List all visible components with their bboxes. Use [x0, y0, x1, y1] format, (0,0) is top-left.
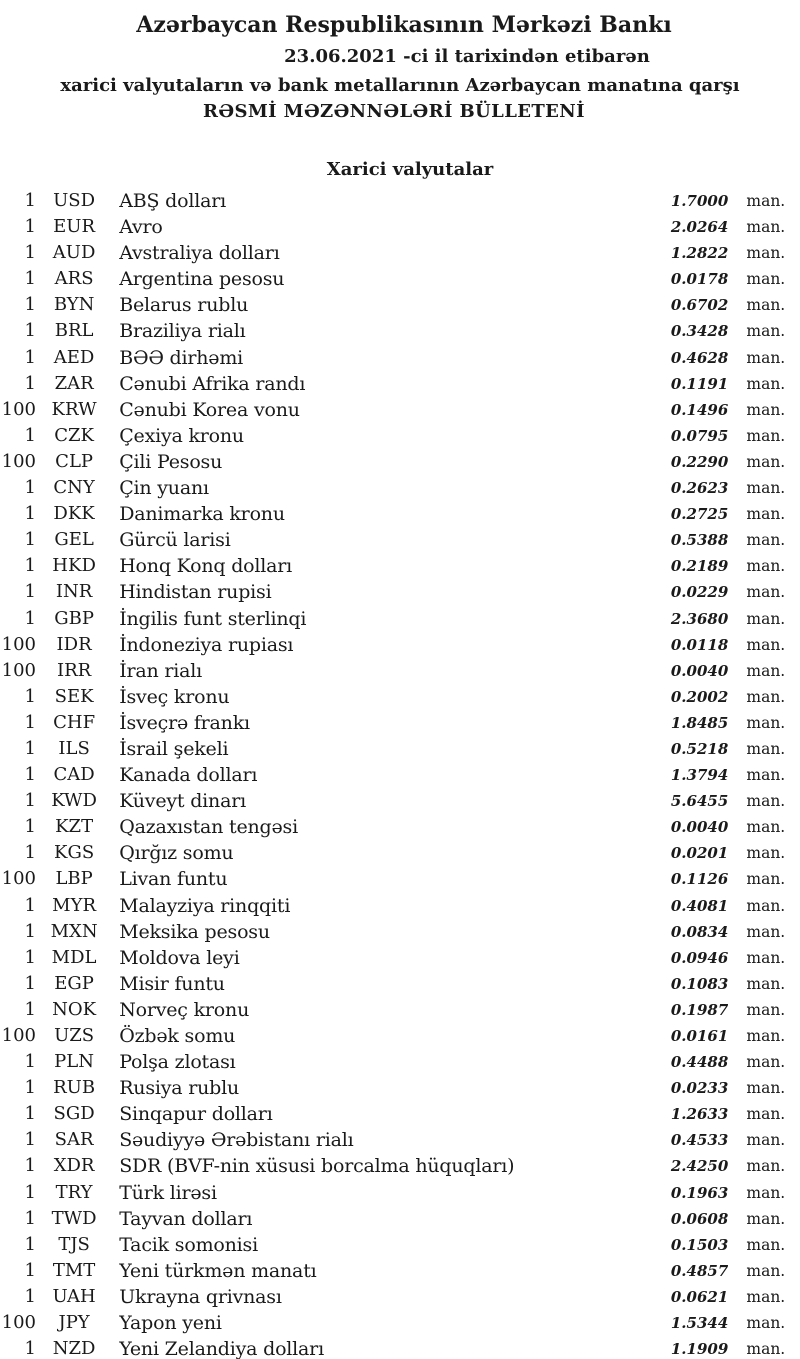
unit-cell: man.	[746, 218, 786, 237]
unit-cell: man.	[746, 244, 786, 263]
table-row	[0, 997, 786, 1023]
currency-code-cell: ARS	[54, 268, 94, 290]
quantity-cell: 1	[24, 190, 36, 211]
unit-cell: man.	[746, 270, 786, 289]
table-row	[0, 710, 786, 736]
unit-cell: man.	[746, 557, 786, 576]
table-row	[0, 240, 786, 266]
currency-code-cell: EUR	[53, 216, 96, 238]
table-row	[0, 893, 786, 919]
rate-cell: 1.1909	[670, 1340, 729, 1359]
currency-name-cell: İndoneziya rupiası	[119, 633, 294, 656]
table-row	[0, 318, 786, 344]
unit-cell: man.	[746, 1027, 786, 1045]
unit-cell: man.	[746, 896, 786, 915]
quantity-cell: 1	[24, 555, 36, 577]
unit-cell: man.	[746, 870, 786, 889]
rate-cell: 2.3680	[670, 609, 729, 628]
unit-cell: man.	[746, 1340, 786, 1359]
currency-name-cell: Argentina pesosu	[119, 268, 285, 291]
rate-cell: 1.2633	[670, 1105, 729, 1124]
effective-date-line: 23.06.2021 -ci il tarixindən etibarən	[284, 46, 650, 67]
currency-name-cell: İngilis funt sterlinqi	[119, 607, 307, 630]
currency-code-cell: MYR	[52, 894, 97, 916]
currency-code-cell: CLP	[55, 450, 94, 472]
rate-cell: 0.2623	[670, 479, 729, 498]
rate-cell: 0.4081	[670, 896, 729, 915]
currency-code-cell: AED	[53, 346, 95, 368]
quantity-cell: 1	[24, 607, 36, 629]
unit-cell: man.	[746, 739, 786, 758]
quantity-cell: 1	[24, 711, 36, 733]
table-row	[0, 449, 786, 475]
table-row	[0, 292, 786, 318]
rate-cell: 0.0201	[670, 844, 729, 863]
currency-code-cell: GEL	[54, 529, 94, 551]
currency-name-cell: Avstraliya dolları	[119, 242, 280, 265]
currency-code-cell: UZS	[54, 1025, 95, 1046]
quantity-cell: 1	[24, 1103, 36, 1125]
quantity-cell: 1	[24, 1077, 36, 1099]
rate-cell: 0.1496	[670, 400, 729, 419]
currency-code-cell: GBP	[54, 607, 94, 629]
table-row	[0, 1153, 786, 1179]
quantity-cell: 1	[24, 242, 36, 264]
subject-line: xarici valyutaların və bank metallarının Azərbaycan manatına qarşı	[60, 75, 740, 96]
quantity-cell: 1	[24, 685, 36, 707]
currency-code-cell: JPY	[58, 1312, 90, 1334]
quantity-cell: 1	[24, 1207, 36, 1229]
currency-name-cell: İsrail şekeli	[119, 737, 229, 760]
currency-code-cell: CNY	[53, 477, 95, 499]
rate-cell: 0.1963	[670, 1183, 729, 1202]
quantity-cell: 1	[24, 998, 36, 1020]
quantity-cell: 1	[24, 1338, 36, 1359]
table-row	[0, 188, 786, 214]
currency-name-cell: Tacik somonisi	[119, 1233, 258, 1256]
currency-name-cell: Livan funtu	[119, 868, 228, 891]
currency-code-cell: RUB	[53, 1077, 96, 1099]
currency-code-cell: IRR	[56, 659, 92, 681]
rate-cell: 1.3794	[670, 766, 729, 785]
currency-code-cell: BRL	[54, 320, 94, 342]
quantity-cell: 1	[24, 1285, 36, 1307]
rate-cell: 0.0608	[670, 1209, 729, 1228]
unit-cell: man.	[746, 1000, 786, 1019]
unit-cell: man.	[746, 818, 786, 837]
table-row	[0, 1101, 786, 1127]
unit-cell: man.	[746, 635, 786, 654]
currency-code-cell: TWD	[51, 1207, 97, 1229]
rate-cell: 0.4628	[670, 348, 729, 367]
rate-cell: 0.0834	[670, 922, 729, 941]
quantity-cell: 1	[24, 346, 36, 368]
table-row	[0, 788, 786, 814]
quantity-cell: 1	[24, 1155, 36, 1177]
quantity-cell: 100	[1, 450, 36, 472]
quantity-cell: 100	[1, 633, 36, 655]
unit-cell: man.	[746, 374, 786, 393]
quantity-cell: 1	[24, 1259, 36, 1281]
rate-cell: 0.0118	[670, 635, 729, 654]
currency-code-cell: NZD	[52, 1338, 96, 1359]
currency-name-cell: Cənubi Korea vonu	[119, 398, 300, 421]
table-row	[0, 1258, 786, 1284]
unit-cell: man.	[746, 1261, 786, 1280]
currency-code-cell: AUD	[52, 242, 96, 264]
currency-code-cell: MDL	[51, 946, 97, 968]
currency-name-cell: BƏƏ dirhəmi	[119, 346, 244, 369]
quantity-cell: 1	[24, 581, 36, 603]
table-row	[0, 345, 786, 371]
unit-cell: man.	[746, 479, 786, 498]
currency-name-cell: Yapon yeni	[119, 1312, 222, 1335]
rate-cell: 0.2290	[670, 452, 729, 471]
currency-name-cell: Avro	[119, 216, 163, 239]
currency-code-cell: KWD	[51, 790, 97, 812]
rate-cell: 0.6702	[670, 296, 729, 315]
rate-cell: 0.5218	[670, 739, 729, 758]
quantity-cell: 1	[24, 972, 36, 994]
rate-cell: 0.0621	[670, 1287, 729, 1306]
currency-name-cell: İran rialı	[119, 659, 203, 682]
table-row	[0, 1127, 786, 1153]
table-row	[0, 214, 786, 240]
rate-cell: 0.0161	[670, 1027, 729, 1045]
table-row	[0, 527, 786, 553]
currency-code-cell: KGS	[54, 842, 95, 864]
unit-cell: man.	[746, 583, 786, 602]
currency-name-cell: Sinqapur dolları	[119, 1103, 273, 1126]
table-row	[0, 919, 786, 945]
table-row	[0, 971, 786, 997]
currency-name-cell: Hindistan rupisi	[119, 581, 272, 604]
quantity-cell: 1	[24, 216, 36, 238]
currency-code-cell: UAH	[52, 1285, 96, 1307]
currency-code-cell: TRY	[55, 1181, 93, 1203]
table-row	[0, 945, 786, 971]
quantity-cell: 1	[24, 372, 36, 394]
currency-name-cell: Küveyt dinarı	[119, 790, 246, 813]
currency-name-cell: Norveç kronu	[119, 998, 250, 1021]
table-row	[0, 866, 786, 892]
quantity-cell: 1	[24, 842, 36, 864]
currency-name-cell: Malayziya rinqqiti	[119, 894, 291, 917]
unit-cell: man.	[746, 1105, 786, 1124]
currency-code-cell: SGD	[53, 1103, 95, 1125]
currency-name-cell: İsveç kronu	[119, 685, 230, 708]
table-row	[0, 814, 786, 840]
rate-cell: 1.5344	[670, 1314, 729, 1333]
currency-name-cell: Yeni Zelandiya dolları	[119, 1338, 324, 1359]
quantity-cell: 1	[24, 920, 36, 942]
rate-cell: 0.0795	[670, 426, 729, 445]
table-row	[0, 553, 786, 579]
rate-cell: 0.0040	[670, 661, 729, 680]
currency-name-cell: Meksika pesosu	[119, 920, 270, 943]
unit-cell: man.	[746, 766, 786, 785]
currency-code-cell: INR	[55, 581, 93, 603]
unit-cell: man.	[746, 505, 786, 524]
unit-cell: man.	[746, 922, 786, 941]
table-row	[0, 266, 786, 292]
currency-code-cell: EGP	[54, 972, 94, 994]
rate-cell: 0.4488	[670, 1053, 729, 1072]
table-row	[0, 606, 786, 632]
currency-name-cell: Polşa zlotası	[119, 1051, 236, 1074]
quantity-cell: 100	[1, 1025, 36, 1046]
rate-cell: 0.0233	[670, 1079, 729, 1098]
quantity-cell: 1	[24, 503, 36, 525]
quantity-cell: 1	[24, 268, 36, 290]
quantity-cell: 1	[24, 477, 36, 499]
currency-code-cell: KZT	[55, 816, 94, 838]
rate-cell: 0.0040	[670, 818, 729, 837]
rate-cell: 2.0264	[670, 218, 729, 237]
rate-cell: 5.6455	[670, 792, 729, 811]
rate-cell: 0.1503	[670, 1235, 729, 1254]
quantity-cell: 1	[24, 1051, 36, 1073]
unit-cell: man.	[746, 844, 786, 863]
currency-name-cell: Rusiya rublu	[119, 1077, 240, 1100]
unit-cell: man.	[746, 661, 786, 680]
table-row	[0, 475, 786, 501]
currency-rates-table	[0, 188, 786, 1359]
quantity-cell: 1	[24, 424, 36, 446]
rate-cell: 0.1126	[670, 870, 729, 889]
table-row	[0, 632, 786, 658]
rate-cell: 2.4250	[670, 1157, 729, 1176]
currency-code-cell: LBP	[55, 868, 93, 890]
currency-code-cell: PLN	[54, 1051, 94, 1073]
currency-code-cell: TMT	[52, 1259, 96, 1281]
rate-cell: 0.0229	[670, 583, 729, 602]
quantity-cell: 1	[24, 1129, 36, 1151]
quantity-cell: 1	[24, 320, 36, 342]
quantity-cell: 100	[1, 398, 36, 420]
table-row	[0, 1180, 786, 1206]
unit-cell: man.	[746, 1053, 786, 1072]
unit-cell: man.	[746, 452, 786, 471]
unit-cell: man.	[746, 348, 786, 367]
table-row	[0, 736, 786, 762]
quantity-cell: 100	[1, 868, 36, 890]
unit-cell: man.	[746, 1131, 786, 1150]
table-row	[0, 840, 786, 866]
rate-cell: 0.0178	[670, 270, 729, 289]
unit-cell: man.	[746, 426, 786, 445]
currency-code-cell: CHF	[53, 711, 96, 733]
table-row	[0, 1284, 786, 1310]
currency-code-cell: USD	[53, 190, 96, 211]
currency-name-cell: Belarus rublu	[119, 294, 249, 317]
table-row	[0, 1310, 786, 1336]
rate-cell: 0.1191	[670, 374, 729, 393]
unit-cell: man.	[746, 1079, 786, 1098]
currency-name-cell: SDR (BVF-nin xüsusi borcalma hüquqları)	[119, 1155, 515, 1178]
table-row	[0, 371, 786, 397]
unit-cell: man.	[746, 1287, 786, 1306]
table-row	[0, 501, 786, 527]
table-row	[0, 1075, 786, 1101]
currency-code-cell: MXN	[50, 920, 98, 942]
unit-cell: man.	[746, 948, 786, 967]
table-row	[0, 1336, 786, 1359]
unit-cell: man.	[746, 1209, 786, 1228]
rate-cell: 1.2822	[670, 244, 729, 263]
table-row	[0, 762, 786, 788]
currency-name-cell: Danimarka kronu	[119, 503, 285, 526]
unit-cell: man.	[746, 687, 786, 706]
currency-name-cell: Honq Konq dolları	[119, 555, 293, 578]
unit-cell: man.	[746, 531, 786, 550]
currency-name-cell: ABŞ dolları	[119, 190, 226, 212]
currency-code-cell: XDR	[53, 1155, 95, 1177]
table-row	[0, 658, 786, 684]
rate-cell: 0.1083	[670, 974, 729, 993]
quantity-cell: 1	[24, 294, 36, 316]
currency-code-cell: SEK	[54, 685, 94, 707]
quantity-cell: 1	[24, 894, 36, 916]
currency-code-cell: BYN	[53, 294, 95, 316]
currency-name-cell: Çexiya kronu	[119, 424, 244, 447]
rate-cell: 0.0946	[670, 948, 729, 967]
currency-name-cell: İsveçrə frankı	[119, 711, 250, 734]
quantity-cell: 100	[1, 659, 36, 681]
quantity-cell: 1	[24, 1233, 36, 1255]
unit-cell: man.	[746, 322, 786, 341]
rate-cell: 0.4857	[670, 1261, 729, 1280]
currency-code-cell: SAR	[54, 1129, 94, 1151]
unit-cell: man.	[746, 974, 786, 993]
currency-code-cell: CAD	[53, 764, 95, 786]
rate-cell: 0.2725	[670, 505, 729, 524]
unit-cell: man.	[746, 1235, 786, 1254]
unit-cell: man.	[746, 713, 786, 732]
unit-cell: man.	[746, 192, 786, 210]
currency-name-cell: Moldova leyi	[119, 946, 240, 969]
currency-name-cell: Misir funtu	[119, 972, 225, 995]
currency-code-cell: NOK	[52, 998, 97, 1020]
currency-name-cell: Yeni türkmən manatı	[119, 1259, 317, 1282]
currency-code-cell: HKD	[52, 555, 96, 577]
quantity-cell: 1	[24, 790, 36, 812]
rate-cell: 1.8485	[670, 713, 729, 732]
currency-name-cell: Qazaxıstan tengəsi	[119, 816, 298, 839]
rate-cell: 1.7000	[670, 192, 729, 210]
unit-cell: man.	[746, 1314, 786, 1333]
currency-code-cell: ZAR	[54, 372, 94, 394]
table-row	[0, 579, 786, 605]
table-row	[0, 1023, 786, 1049]
quantity-cell: 1	[24, 816, 36, 838]
table-row	[0, 1049, 786, 1075]
rate-cell: 0.1987	[670, 1000, 729, 1019]
quantity-cell: 1	[24, 946, 36, 968]
quantity-cell: 1	[24, 737, 36, 759]
currency-name-cell: Braziliya rialı	[119, 320, 246, 343]
unit-cell: man.	[746, 400, 786, 419]
currency-code-cell: KRW	[51, 398, 97, 420]
table-row	[0, 684, 786, 710]
unit-cell: man.	[746, 1183, 786, 1202]
currency-code-cell: IDR	[56, 633, 92, 655]
unit-cell: man.	[746, 792, 786, 811]
quantity-cell: 100	[1, 1312, 36, 1334]
quantity-cell: 1	[24, 1181, 36, 1203]
table-row	[0, 423, 786, 449]
table-row	[0, 397, 786, 423]
bank-title: Azərbaycan Respublikasının Mərkəzi Bankı	[136, 12, 672, 38]
quantity-cell: 1	[24, 529, 36, 551]
rate-cell: 0.2189	[670, 557, 729, 576]
rate-cell: 0.5388	[670, 531, 729, 550]
currency-name-cell: Cənubi Afrika randı	[119, 372, 306, 395]
currency-name-cell: Qırğız somu	[119, 842, 234, 865]
table-row	[0, 1232, 786, 1258]
currency-name-cell: Çili Pesosu	[119, 450, 223, 473]
quantity-cell: 1	[24, 764, 36, 786]
rate-cell: 0.2002	[670, 687, 729, 706]
currency-name-cell: Tayvan dolları	[119, 1207, 253, 1230]
currency-name-cell: Özbək somu	[119, 1025, 236, 1047]
unit-cell: man.	[746, 296, 786, 315]
table-row	[0, 1206, 786, 1232]
currency-code-cell: ILS	[58, 737, 90, 759]
unit-cell: man.	[746, 1157, 786, 1176]
bulletin-title: RƏSMİ MƏZƏNNƏLƏRİ BÜLLETENİ	[203, 101, 585, 122]
currency-name-cell: Kanada dolları	[119, 764, 258, 787]
unit-cell: man.	[746, 609, 786, 628]
rate-cell: 0.4533	[670, 1131, 729, 1150]
currency-name-cell: Çin yuanı	[119, 477, 209, 500]
currency-name-cell: Ukrayna qrivnası	[119, 1285, 282, 1308]
currency-name-cell: Səudiyyə Ərəbistanı rialı	[119, 1129, 354, 1152]
currency-code-cell: CZK	[54, 424, 94, 446]
currency-name-cell: Gürcü larisi	[119, 529, 231, 552]
currency-code-cell: DKK	[53, 503, 95, 525]
currency-code-cell: TJS	[58, 1233, 90, 1255]
rate-cell: 0.3428	[670, 322, 729, 341]
currency-name-cell: Türk lirəsi	[119, 1181, 217, 1204]
section-title-foreign-currencies: Xarici valyutalar	[326, 159, 494, 180]
